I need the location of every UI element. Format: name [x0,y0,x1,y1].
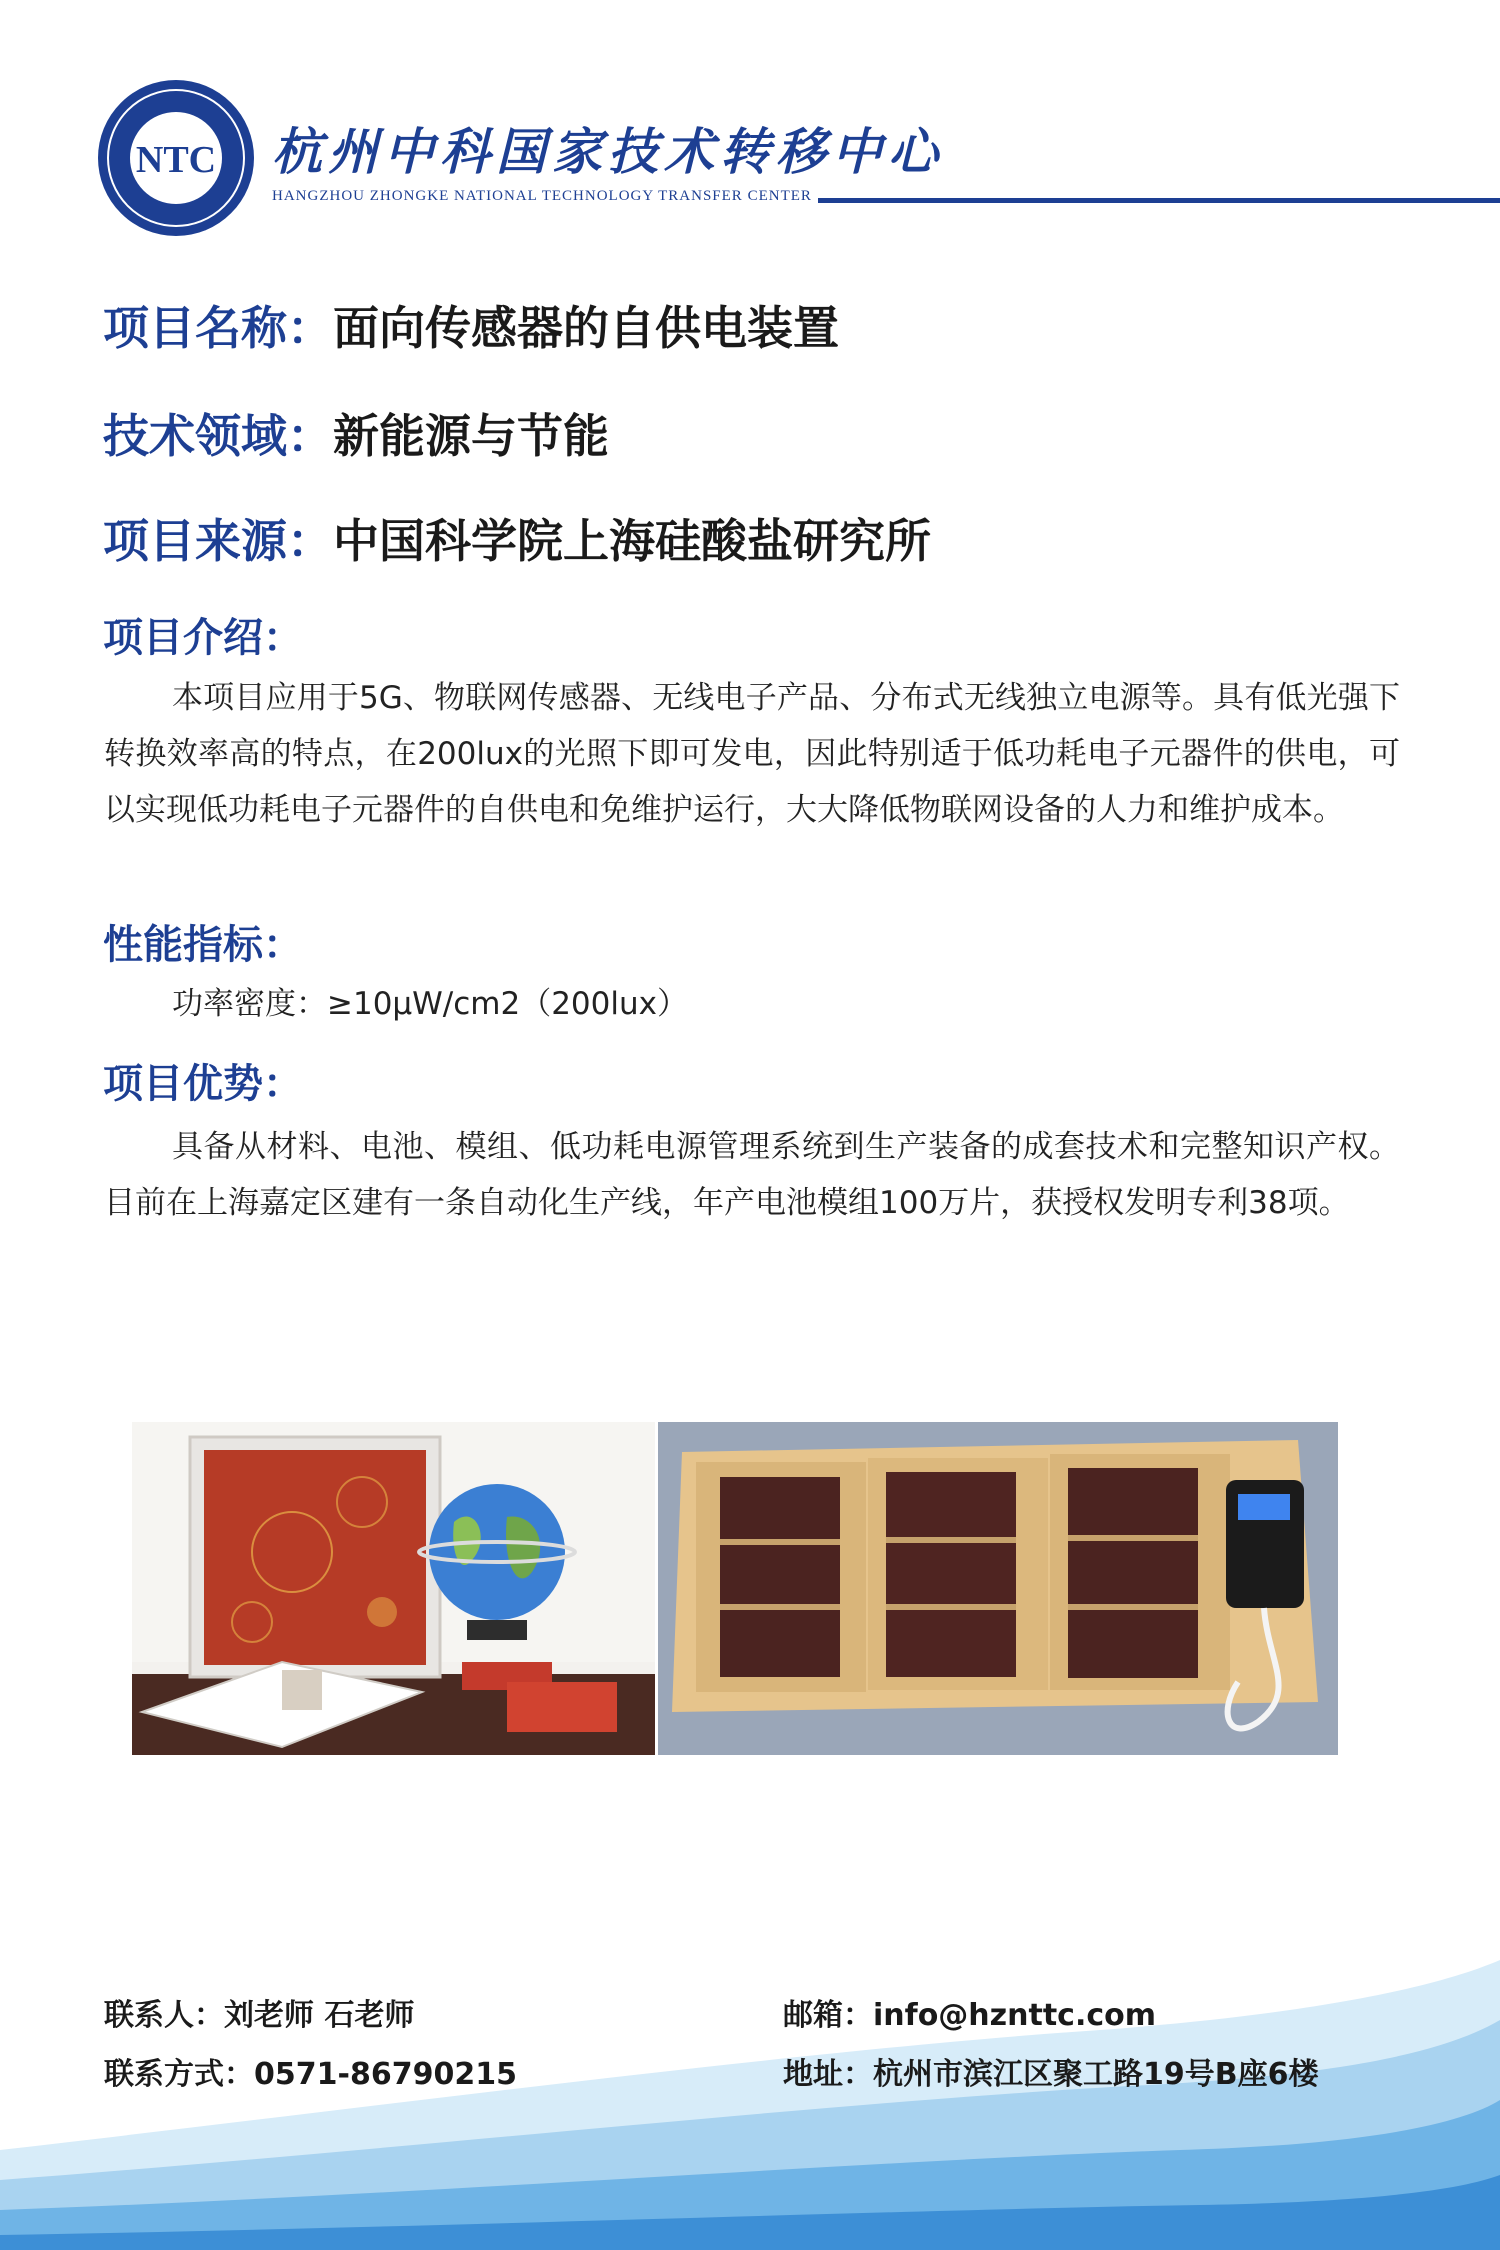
project-source-line [103,505,931,571]
tech-field-line [103,400,609,466]
project-name-line [103,292,839,358]
performance-title: 性能指标： [103,922,303,968]
project-name-label: 项目名称： [103,301,333,355]
contact-address: 地址：杭州市滨江区聚工路19号B座6楼 [783,2057,1319,2092]
performance-text: 功率密度：≥10μW/cm2（200lux） [172,986,688,1022]
project-name-value: 面向传感器的自供电装置 [333,301,839,355]
contact-person: 联系人：刘老师 石老师 [104,1998,415,2033]
intro-text: 本项目应用于5G、物联网传感器、无线电子产品、分布式无线独立电源等。具有低光强下转换效率高的特点，在200lux的光照下即可发电，因此特别适于低功耗电子元器件的供电，可以实现低功耗电子元器件的自供电和免维护运行，大大降低物联网设备的人力和维护成本。 [104,680,1400,828]
header-rule [818,198,1500,203]
advantages-text: 具备从材料、电池、模组、低功耗电源管理系统到生产装备的成套技术和完整知识产权。目前在上海嘉定区建有一条自动化生产线，年产电池模组100万片，获授权发明专利38项。 [104,1129,1400,1221]
tech-field-value: 新能源与节能 [333,409,609,463]
product-photo-solar-panel [658,1422,1338,1755]
logo-text: NTC [135,139,217,181]
project-source-label: 项目来源： [103,514,333,568]
product-photo-display-globe [132,1422,655,1755]
org-logo [96,78,256,238]
org-name-cn: 杭州中科国家技术转移中心 [272,122,944,181]
org-name-en: HANGZHOU ZHONGKE NATIONAL TECHNOLOGY TRANSFER CENTER [272,188,812,204]
project-source-value: 中国科学院上海硅酸盐研究所 [333,514,931,568]
tech-field-label: 技术领域： [103,409,333,463]
contact-phone[interactable]: 联系方式：0571-86790215 [104,2057,517,2092]
advantages-title: 项目优势： [103,1061,303,1107]
intro-title: 项目介绍： [103,615,303,661]
contact-email[interactable]: 邮箱：info@hznttc.com [783,1998,1156,2033]
